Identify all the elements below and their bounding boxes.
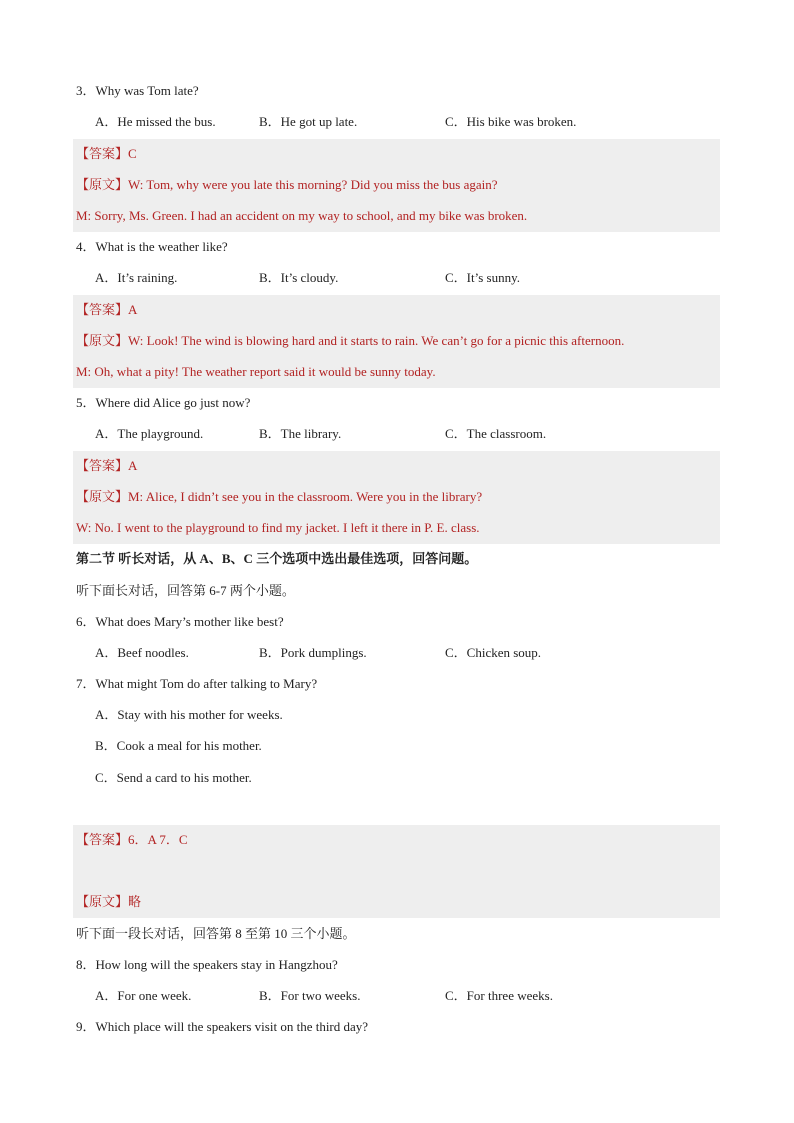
q5-answer: 【答案】A [76, 458, 138, 473]
q5-transcript-line-1: 【原文】M: Alice, I didn’t see you in the classroom. Were you in the library? [76, 489, 483, 504]
question-7: 7．What might Tom do after talking to Mary? [76, 676, 318, 691]
q6-7-transcript: 【原文】略 [76, 894, 142, 909]
section-2-instruction-1: 听下面长对话，回答第 6-7 两个小题。 [76, 583, 295, 598]
q3-answer: 【答案】C [76, 146, 137, 161]
q8-option-b: B．For two weeks. [259, 988, 361, 1003]
q3-option-c: C．His bike was broken. [445, 114, 577, 129]
question-8: 8．How long will the speakers stay in Hangzhou? [76, 957, 338, 972]
question-3: 3．Why was Tom late? [76, 83, 199, 98]
q6-option-b: B．Pork dumplings. [259, 645, 367, 660]
q5-option-a: A．The playground. [95, 426, 204, 441]
question-6: 6．What does Mary’s mother like best? [76, 614, 284, 629]
q3-option-a: A．He missed the bus. [95, 114, 216, 129]
section-2-heading: 第二节 听长对话，从 A、B、C 三个选项中选出最佳选项，回答问题。 [76, 551, 478, 566]
q6-option-a: A．Beef noodles. [95, 645, 189, 660]
question-5: 5．Where did Alice go just now? [76, 395, 251, 410]
q3-transcript-line-1: 【原文】W: Tom, why were you late this morning? Did you miss the bus again? [76, 177, 498, 192]
q4-transcript-line-1: 【原文】W: Look! The wind is blowing hard and it starts to rain. We can’t go for a picnic this afternoon. [76, 333, 625, 348]
section-2-instruction-2: 听下面一段长对话，回答第 8 至第 10 三个小题。 [76, 926, 356, 941]
q6-option-c: C．Chicken soup. [445, 645, 542, 660]
question-4: 4．What is the weather like? [76, 239, 228, 254]
q7-option-a: A．Stay with his mother for weeks. [95, 707, 283, 722]
q5-transcript-line-2: W: No. I went to the playground to find my jacket. I left it there in P. E. class. [76, 520, 480, 535]
q4-option-c: C．It’s sunny. [445, 270, 520, 285]
q8-option-a: A．For one week. [95, 988, 192, 1003]
q4-transcript-line-2: M: Oh, what a pity! The weather report said it would be sunny today. [76, 364, 436, 379]
q4-option-a: A．It’s raining. [95, 270, 178, 285]
q7-option-b: B．Cook a meal for his mother. [95, 738, 262, 753]
q4-answer: 【答案】A [76, 302, 138, 317]
q3-option-b: B．He got up late. [259, 114, 358, 129]
q4-option-b: B．It’s cloudy. [259, 270, 339, 285]
q6-7-answer: 【答案】6．A 7．C [76, 832, 188, 847]
q5-option-c: C．The classroom. [445, 426, 547, 441]
question-9: 9．Which place will the speakers visit on the third day? [76, 1019, 369, 1034]
q3-transcript-line-2: M: Sorry, Ms. Green. I had an accident on my way to school, and my bike was broken. [76, 208, 528, 223]
q5-option-b: B．The library. [259, 426, 342, 441]
q8-option-c: C．For three weeks. [445, 988, 553, 1003]
q7-option-c: C．Send a card to his mother. [95, 770, 252, 785]
